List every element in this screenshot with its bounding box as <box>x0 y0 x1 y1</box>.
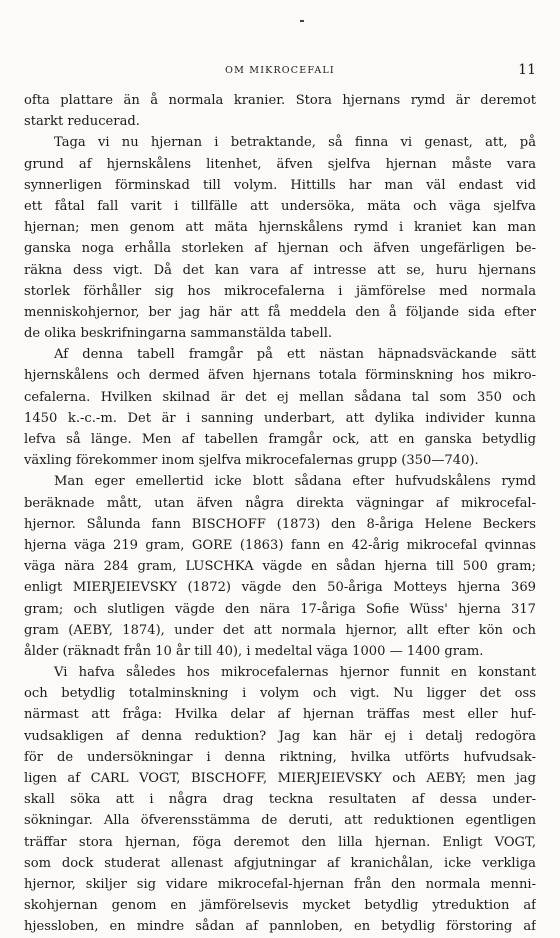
text-line: hjernor, skiljer sig vidare mikrocefal-hjernan från den normala menni- <box>24 876 536 892</box>
text-line: hjessloben, en mindre sådan af pannloben, en betydlig förstoring af <box>24 919 536 935</box>
text-line: för de undersökningar i denna riktning, hvilka utförts hufvudsak- <box>24 749 536 765</box>
text-line: skall söka att i några drag teckna resultaten af dessa under- <box>24 792 536 808</box>
text-line: hjernan; men genom att mäta hjernskålens rymd i kraniet kan man <box>24 220 536 236</box>
text-line: skohjernan genom en jämförelsevis mycket betydlig ytreduktion af <box>24 898 536 914</box>
text-line: menniskohjernor, ber jag här att få meddela den å följande sida efter <box>24 304 536 320</box>
text-line: de olika beskrifningarna sammanstälda tabell. <box>24 326 333 342</box>
text-line: Man eger emellertid icke blott sådana efter hufvudskålens rymd <box>54 474 536 490</box>
text-line: ofta plattare än å normala kranier. Stora hjernans rymd är deremot <box>24 93 536 108</box>
text-line: grund af hjernskålens litenhet, äfven sjelfva hjernan måste vara <box>24 156 536 172</box>
text-line: ligen af CARL VOGT, BISCHOFF, MIERJEIEVSKY och AEBY; men jag <box>24 771 536 786</box>
text-line: starkt reducerad. <box>24 114 140 130</box>
text-line: väga nära 284 gram, LUSCHKA vägde en sådan hjerna till 500 gram; <box>24 559 536 575</box>
text-line: växling förekommer inom sjelfva mikrocefalernas grupp (350—740). <box>24 453 479 469</box>
text-line: Af denna tabell framgår på ett nästan häpnadsväckande sätt <box>54 347 536 363</box>
text-line: Vi hafva således hos mikrocefalernas hjernor funnit en konstant <box>54 665 536 681</box>
text-line: beräknade mått, utan äfven några direkta vägningar af mikrocefal- <box>24 495 536 511</box>
text-line: sökningar. Alla öfverensstämma de deruti, att reduktionen egentligen <box>24 813 536 829</box>
text-line: storlek förhåller sig hos mikrocefalerna i jämförelse med normala <box>24 283 536 299</box>
text-line: cefalerna. Hvilken skilnad är det ej mellan sådana tal som 350 och <box>24 389 536 405</box>
text-line: 1450 k.-c.-m. Det är i sanning underbart, att dylika individer kunna <box>24 410 536 426</box>
text-line: som dock studerat allenast afgjutningar af kranichålan, icke verkliga <box>24 855 536 871</box>
text-line: och betydlig totalminskning i volym och vigt. Nu ligger det oss <box>24 686 536 702</box>
text-line: lefva så länge. Men af tabellen framgår ock, att en ganska betydlig <box>24 432 536 447</box>
text-line: enligt MIERJEIEVSKY (1872) vägde den 50-åriga Motteys hjerna 369 <box>24 580 536 596</box>
text-line: träffar stora hjernan, föga deremot den lilla hjernan. Enligt VOGT, <box>24 834 536 850</box>
text-line: hjernskålens och dermed äfven hjernans totala förminskning hos mikro- <box>24 368 536 384</box>
running-title: OM MIKROCEFALI <box>225 65 335 76</box>
page-header <box>24 62 536 80</box>
text-line: gram (AEBY, 1874), under det att normala hjernor, allt efter kön och <box>24 622 536 638</box>
text-line: räkna dess vigt. Då det kan vara af intresse att se, huru hjernans <box>24 262 536 278</box>
text-line: gram; och slutligen vägde den nära 17-åriga Sofie Wüss' hjerna 317 <box>24 601 536 617</box>
text-line: hjernor. Sålunda fann BISCHOFF (1873) den 8-åriga Helene Beckers <box>24 516 536 532</box>
text-line: ganska noga erhålla storleken af hjernan och äfven ungefärligen be- <box>24 241 536 257</box>
text-line: ett fåtal fall varit i tillfälle att undersöka, mäta och väga sjelfva <box>24 198 536 214</box>
text-line: ålder (räknadt från 10 år till 40), i medeltal väga 1000 — 1400 gram. <box>24 643 484 659</box>
print-mark <box>300 20 304 22</box>
body-text <box>24 90 536 938</box>
page-number: 11 <box>518 62 536 78</box>
text-line: hjerna väga 219 gram, GORE (1863) fann en 42-årig mikrocefal qvinnas <box>24 537 536 553</box>
text-line: vudsakligen af denna reduktion? Jag kan här ej i detalj redogöra <box>24 728 536 744</box>
text-line: synnerligen förminskad till volym. Hittills har man väl endast vid <box>24 177 536 193</box>
text-line: Taga vi nu hjernan i betraktande, så finna vi genast, att, på <box>54 135 536 151</box>
text-line: närmast att fråga: Hvilka delar af hjernan träffas mest eller huf- <box>24 707 536 723</box>
